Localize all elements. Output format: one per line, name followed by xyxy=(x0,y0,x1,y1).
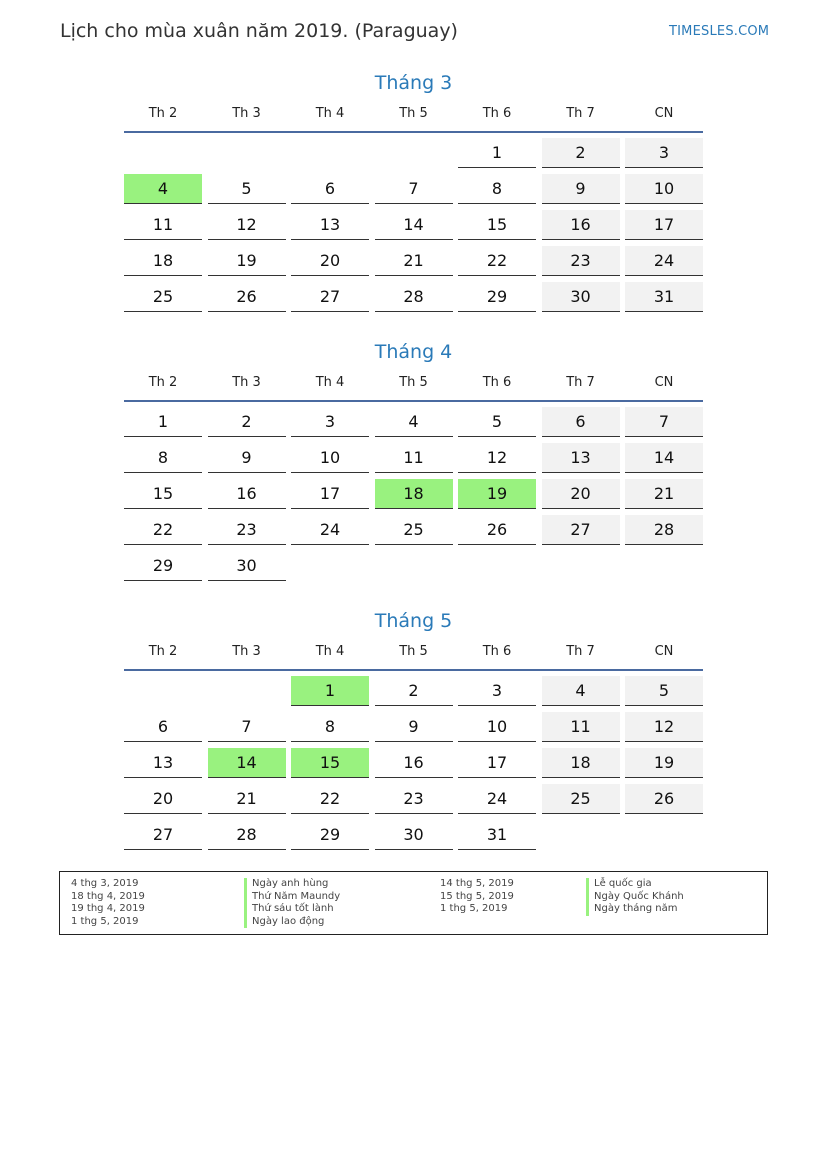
day-cell: 18 xyxy=(542,748,620,778)
weekday-label: Th 5 xyxy=(399,375,428,390)
day-cell: 26 xyxy=(208,282,286,312)
day-cell: 20 xyxy=(124,784,202,814)
legend-holiday-name: Lễ quốc gia xyxy=(586,878,684,891)
day-cell: 17 xyxy=(291,479,369,509)
weekday-label: Th 7 xyxy=(566,106,595,121)
day-cell: 31 xyxy=(458,820,536,850)
month-march xyxy=(124,69,703,306)
legend-holiday-name: Ngày lao động xyxy=(244,916,340,929)
legend-date: 4 thg 3, 2019 xyxy=(71,878,139,889)
day-cell: 3 xyxy=(291,407,369,437)
day-cell: 29 xyxy=(458,282,536,312)
day-cell: 6 xyxy=(124,712,202,742)
holiday-day-cell: 14 xyxy=(208,748,286,778)
day-cell: 30 xyxy=(375,820,453,850)
legend-dates-col-2 xyxy=(440,878,514,916)
day-cell: 10 xyxy=(458,712,536,742)
legend-holiday-name: Ngày anh hùng xyxy=(244,878,340,891)
day-cell: 27 xyxy=(291,282,369,312)
day-cell: 30 xyxy=(542,282,620,312)
weekday-label: Th 6 xyxy=(482,644,512,659)
weekday-label: Th 7 xyxy=(566,375,595,390)
day-cell: 25 xyxy=(375,515,453,545)
weekday-label: Th 6 xyxy=(482,375,512,390)
day-cell: 15 xyxy=(124,479,202,509)
day-cell: 13 xyxy=(291,210,369,240)
day-cell: 30 xyxy=(208,551,286,581)
day-cell: 22 xyxy=(291,784,369,814)
header-divider xyxy=(124,400,703,402)
site-link[interactable]: TIMESLES.COM xyxy=(669,24,770,39)
day-cell: 12 xyxy=(208,210,286,240)
weekday-label: Th 4 xyxy=(315,106,345,121)
day-cell: 6 xyxy=(542,407,620,437)
day-cell: 23 xyxy=(542,246,620,276)
weekday-label: Th 4 xyxy=(315,644,345,659)
legend-dates-col-1 xyxy=(71,878,145,928)
weekday-label: Th 3 xyxy=(232,375,261,390)
day-cell: 23 xyxy=(208,515,286,545)
holiday-day-cell: 15 xyxy=(291,748,369,778)
day-cell: 29 xyxy=(124,551,202,581)
day-cell: 5 xyxy=(458,407,536,437)
day-cell: 4 xyxy=(375,407,453,437)
day-cell: 6 xyxy=(291,174,369,204)
day-cell: 2 xyxy=(542,138,620,168)
weekday-label: Th 2 xyxy=(148,375,178,390)
day-cell: 24 xyxy=(291,515,369,545)
day-cell: 1 xyxy=(458,138,536,168)
day-cell: 11 xyxy=(542,712,620,742)
day-cell: 8 xyxy=(124,443,202,473)
day-cell: 25 xyxy=(542,784,620,814)
day-cell: 24 xyxy=(625,246,703,276)
day-cell: 12 xyxy=(625,712,703,742)
header-divider xyxy=(124,131,703,133)
day-cell: 7 xyxy=(375,174,453,204)
weekday-label: Th 5 xyxy=(399,644,428,659)
day-cell: 2 xyxy=(208,407,286,437)
weekday-header xyxy=(124,637,703,667)
weekday-label: Th 5 xyxy=(399,106,428,121)
legend-names-col-1 xyxy=(244,878,340,928)
day-cell: 26 xyxy=(458,515,536,545)
day-cell: 28 xyxy=(375,282,453,312)
day-cell: 9 xyxy=(375,712,453,742)
holiday-day-cell: 18 xyxy=(375,479,453,509)
day-cell: 20 xyxy=(542,479,620,509)
day-cell: 29 xyxy=(291,820,369,850)
holiday-day-cell: 4 xyxy=(124,174,202,204)
legend-holiday-name: Ngày Quốc Khánh xyxy=(586,891,684,904)
day-cell: 23 xyxy=(375,784,453,814)
day-cell: 25 xyxy=(124,282,202,312)
day-cell: 10 xyxy=(625,174,703,204)
day-cell: 21 xyxy=(375,246,453,276)
legend-date: 14 thg 5, 2019 xyxy=(440,878,514,889)
holiday-legend xyxy=(59,871,768,935)
day-cell: 3 xyxy=(458,676,536,706)
day-cell: 16 xyxy=(542,210,620,240)
weekday-label: CN xyxy=(654,375,674,390)
page-title: Lịch cho mùa xuân năm 2019. (Paraguay) xyxy=(60,20,458,42)
weekday-label: Th 2 xyxy=(148,644,178,659)
legend-date: 1 thg 5, 2019 xyxy=(71,915,139,927)
day-cell: 16 xyxy=(375,748,453,778)
day-cell: 12 xyxy=(458,443,536,473)
day-cell: 9 xyxy=(542,174,620,204)
day-cell: 27 xyxy=(124,820,202,850)
legend-holiday-name: Ngày tháng năm xyxy=(586,903,684,916)
day-cell: 8 xyxy=(291,712,369,742)
day-cell: 11 xyxy=(375,443,453,473)
legend-holiday-name: Thứ Năm Maundy xyxy=(244,891,340,904)
day-cell: 5 xyxy=(625,676,703,706)
month-title: Tháng 3 xyxy=(374,72,453,94)
day-cell: 18 xyxy=(124,246,202,276)
day-cell: 8 xyxy=(458,174,536,204)
weekday-label: CN xyxy=(654,106,674,121)
legend-date: 1 thg 5, 2019 xyxy=(440,903,508,914)
day-cell: 17 xyxy=(458,748,536,778)
month-may xyxy=(124,607,703,844)
weekday-label: Th 4 xyxy=(315,375,345,390)
weekday-label: Th 7 xyxy=(566,644,595,659)
legend-date: 15 thg 5, 2019 xyxy=(440,890,514,902)
weekday-label: Th 2 xyxy=(148,106,178,121)
day-cell: 7 xyxy=(208,712,286,742)
day-cell: 15 xyxy=(458,210,536,240)
day-cell: 5 xyxy=(208,174,286,204)
day-cell: 28 xyxy=(625,515,703,545)
day-cell: 19 xyxy=(208,246,286,276)
month-april xyxy=(124,338,703,575)
weekday-label: CN xyxy=(654,644,674,659)
day-cell: 24 xyxy=(458,784,536,814)
day-cell: 13 xyxy=(124,748,202,778)
weekday-label: Th 3 xyxy=(232,644,261,659)
header-divider xyxy=(124,669,703,671)
day-cell: 20 xyxy=(291,246,369,276)
holiday-day-cell: 1 xyxy=(291,676,369,706)
weekday-label: Th 6 xyxy=(482,106,512,121)
day-cell: 22 xyxy=(124,515,202,545)
day-cell: 21 xyxy=(625,479,703,509)
day-cell: 14 xyxy=(625,443,703,473)
legend-date: 19 thg 4, 2019 xyxy=(71,903,145,914)
day-cell: 3 xyxy=(625,138,703,168)
day-cell: 14 xyxy=(375,210,453,240)
day-cell: 27 xyxy=(542,515,620,545)
day-cell: 9 xyxy=(208,443,286,473)
day-cell: 17 xyxy=(625,210,703,240)
day-cell: 16 xyxy=(208,479,286,509)
day-cell: 7 xyxy=(625,407,703,437)
day-cell: 11 xyxy=(124,210,202,240)
weekday-label: Th 3 xyxy=(232,106,261,121)
day-cell: 31 xyxy=(625,282,703,312)
day-cell: 19 xyxy=(625,748,703,778)
day-cell: 13 xyxy=(542,443,620,473)
day-cell: 4 xyxy=(542,676,620,706)
day-cell: 22 xyxy=(458,246,536,276)
day-cell: 2 xyxy=(375,676,453,706)
month-title: Tháng 5 xyxy=(374,610,453,632)
day-cell: 26 xyxy=(625,784,703,814)
day-cell: 28 xyxy=(208,820,286,850)
weekday-header xyxy=(124,368,703,398)
legend-holiday-name: Thứ sáu tốt lành xyxy=(244,903,340,916)
month-title: Tháng 4 xyxy=(374,341,453,363)
day-cell: 21 xyxy=(208,784,286,814)
holiday-day-cell: 19 xyxy=(458,479,536,509)
day-cell: 1 xyxy=(124,407,202,437)
day-cell: 10 xyxy=(291,443,369,473)
legend-date: 18 thg 4, 2019 xyxy=(71,890,145,902)
legend-names-col-2 xyxy=(586,878,684,916)
weekday-header xyxy=(124,99,703,129)
